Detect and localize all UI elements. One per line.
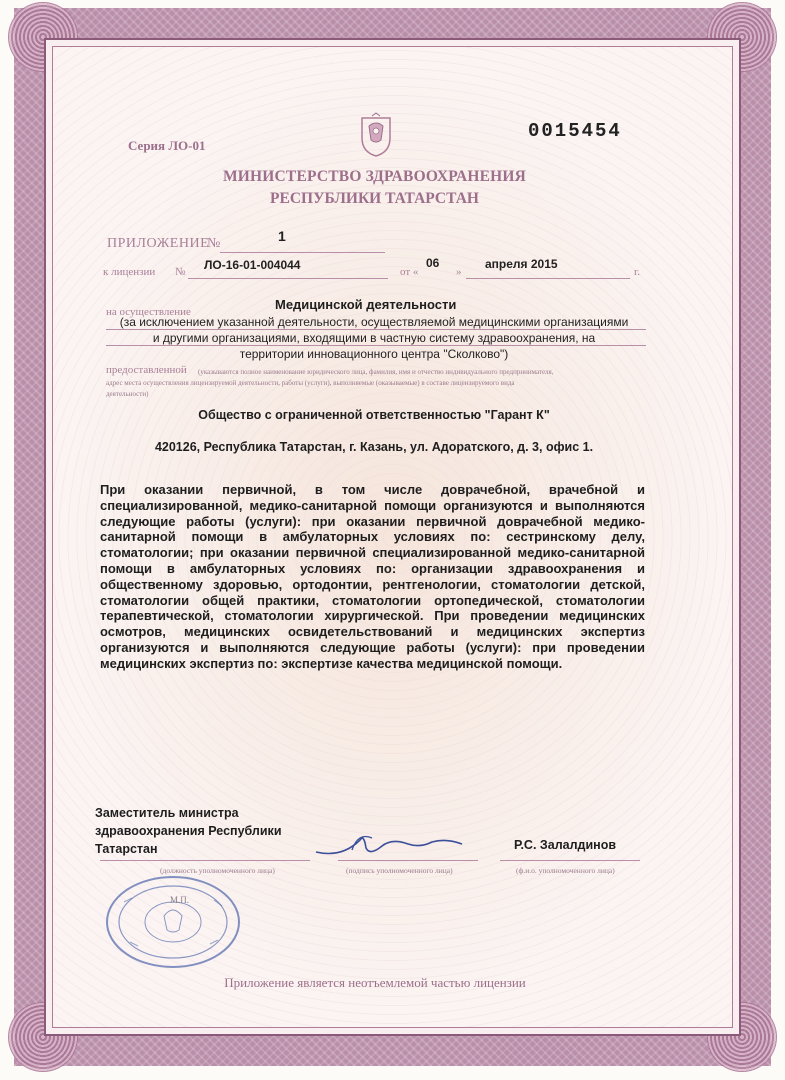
seal-mark-label: М.П. [170, 895, 190, 905]
organization-name: Общество с ограниченной ответственностью "Гарант К" [198, 408, 550, 422]
date-from-label: от « [400, 266, 419, 278]
appendix-number: 1 [278, 228, 286, 244]
organization-address: 420126, Республика Татарстан, г. Казань, ул. Адоратского, д. 3, офис 1. [154, 440, 594, 454]
official-seal-icon [102, 872, 244, 970]
name-underline [500, 860, 640, 861]
caption-position: (должность уполномоченного лица) [160, 866, 275, 875]
form-number: 0015454 [528, 120, 622, 142]
signer-position-line1: Заместитель министра [95, 806, 239, 820]
license-day: 06 [426, 256, 440, 270]
activity-underline-1 [106, 329, 646, 330]
position-underline [100, 860, 310, 861]
activity-label: на осуществление [106, 306, 191, 318]
signature-underline [338, 860, 478, 861]
activity-underline-2 [106, 345, 646, 346]
caption-signature: (подпись уполномоченного лица) [346, 866, 453, 875]
appendix-no-sign: № [207, 236, 221, 251]
activity-title: Медицинской деятельности [275, 297, 457, 312]
signer-position-line3: Татарстан [95, 842, 158, 856]
appendix-underline [220, 252, 385, 253]
activity-scope-line3: территории инновационного центра "Сколково") [239, 347, 509, 361]
license-no-sign: № [175, 266, 186, 278]
provided-note-line2: адрес места осуществления лицензируемой деятельности, работы (услуги), выполняемые (оказываемые) в составе лицензируемого вида [106, 379, 515, 387]
signer-position-line2: здравоохранения Республики [95, 824, 282, 838]
activity-scope-line2: и другими организациями, входящими в частную систему здравоохранения, на [152, 331, 596, 345]
license-number-underline [188, 278, 388, 279]
handwritten-signature-icon [312, 828, 482, 862]
services-description: При оказании первичной, в том числе доврачебной, врачебной и специализированной, медико-санитарной помощи организуются и выполняются следующие работы (услуги): при оказании первичной доврачебной медико-санитарной помощи в амбулаторных условиях по: сестринскому делу, стоматологии; при оказании первичной специализированной медико-санитарной помощи в амбулаторных условиях по: организации здравоохранения и общественному здоровью, ортодонтии, рентгенологии, стоматологии детской, стоматологии общей практики, стоматологии ортопедической, стоматологии терапевтической, стоматологии хирургической. При проведении медицинских осмотров, медицинских освидетельствований и медицинских экспертиз организуются и выполняются следующие работы (услуги): при проведении медицинских экспертиз по: экспертизе качества медицинской помощи. [100, 482, 645, 671]
license-label: к лицензии [103, 266, 156, 278]
license-month-year: апреля 2015 [485, 257, 558, 271]
provided-note-line1: (указываются полное наименование юридического лица, фамилия, имя и отчество индивидуального предпринимателя, [198, 368, 554, 376]
footer-note: Приложение является неотъемлемой частью лицензии [224, 975, 526, 990]
provided-label: предоставленной [106, 364, 187, 376]
date-quote-close: » [456, 266, 462, 278]
license-number: ЛО-16-01-004044 [204, 258, 301, 272]
signer-name: Р.С. Залалдинов [514, 838, 617, 852]
ministry-title-line2: РЕСПУБЛИКИ ТАТАРСТАН [270, 190, 479, 207]
year-suffix: г. [634, 266, 641, 278]
provided-note-line3: деятельности) [106, 390, 149, 398]
activity-scope-line1: (за исключением указанной деятельности, осуществляемой медицинскими организациями [119, 315, 629, 329]
caption-name: (ф.и.о. уполномоченного лица) [516, 866, 615, 875]
appendix-label: ПРИЛОЖЕНИЕ [107, 236, 210, 251]
series-label: Серия ЛО-01 [128, 138, 206, 153]
date-underline [466, 278, 630, 279]
ministry-title-line1: МИНИСТЕРСТВО ЗДРАВООХРАНЕНИЯ [222, 168, 527, 185]
coat-of-arms-icon [356, 112, 396, 158]
